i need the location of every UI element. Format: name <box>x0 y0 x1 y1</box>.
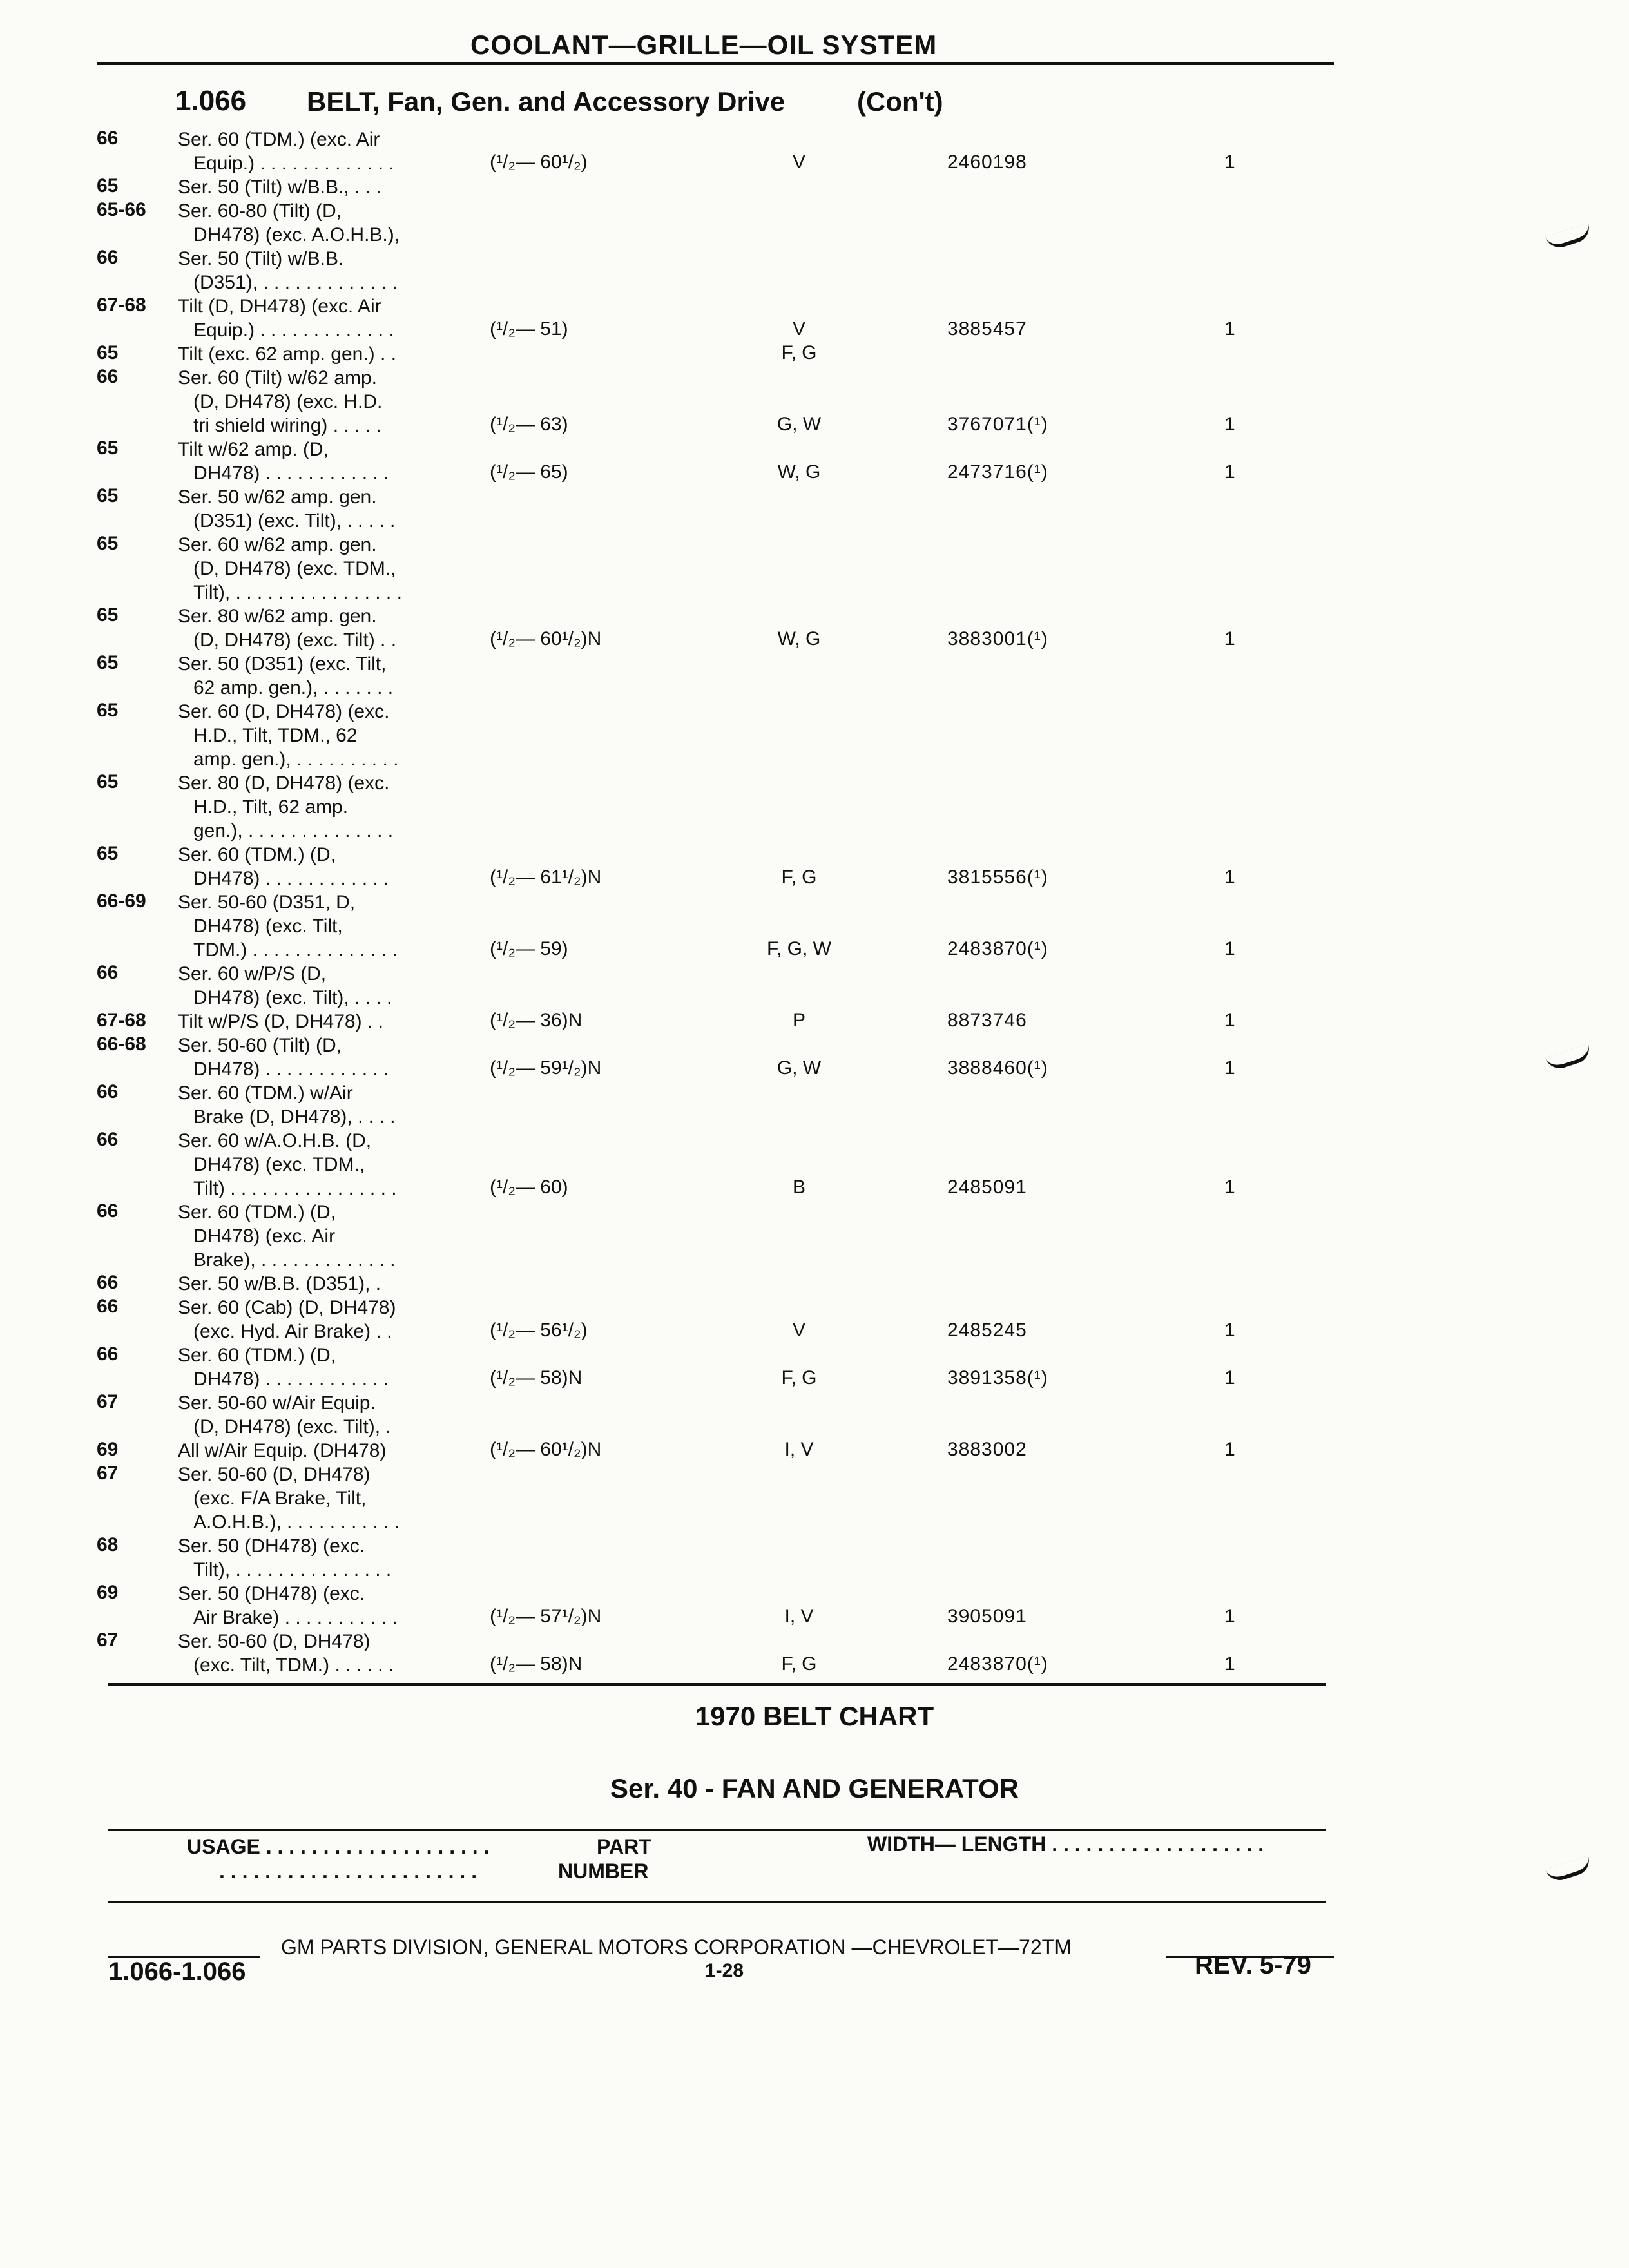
drive-code: I, V <box>784 1439 814 1460</box>
footer-revision: REV. 5-79 <box>1195 1951 1311 1979</box>
usage-description-line: Ser. 50 (Tilt) w/B.B. <box>178 248 344 269</box>
footer-section-range: 1.066-1.066 <box>108 1957 246 1986</box>
usage-description-line: Ser. 50-60 w/Air Equip. <box>178 1392 376 1414</box>
usage-description-line: (D351), . . . . . . . . . . . . . <box>193 272 398 293</box>
usage-description <box>178 843 481 890</box>
usage-description <box>178 1033 481 1081</box>
usage-description-line: Tilt), . . . . . . . . . . . . . . . . <box>193 582 402 603</box>
part-number: 3905091 <box>947 1606 1027 1627</box>
usage-description-line: Ser. 50 (D351) (exc. Tilt, <box>178 653 387 675</box>
model-year: 66-68 <box>97 1033 146 1055</box>
usage-description-line: 62 amp. gen.), . . . . . . . <box>193 677 394 698</box>
model-year: 66 <box>97 1272 119 1293</box>
usage-description <box>178 437 481 485</box>
usage-description <box>178 533 481 604</box>
usage-description-line: DH478) (exc. Tilt, <box>193 916 343 937</box>
usage-description-line: Brake (D, DH478), . . . . <box>193 1106 396 1128</box>
usage-description-line: Ser. 60 (TDM.) (D, <box>178 1202 336 1223</box>
usage-description-line: Ser. 50 (DH478) (exc. <box>178 1535 365 1557</box>
usage-description-line: Ser. 60 w/62 amp. gen. <box>178 534 377 555</box>
part-number: 3885457 <box>947 318 1027 340</box>
section-continued: (Con't) <box>857 86 943 117</box>
usage-description-line: DH478) . . . . . . . . . . . . <box>193 868 389 889</box>
usage-description-line: (D, DH478) (exc. H.D. <box>193 391 383 412</box>
part-number: 2483870(¹) <box>947 1653 1048 1675</box>
belt-size: (¹/₂— 51) <box>490 318 568 340</box>
usage-description-line: Equip.) . . . . . . . . . . . . . <box>193 320 394 341</box>
binder-hole-mark <box>1545 1856 1593 1884</box>
belt-size: (¹/₂— 60¹/₂)N <box>490 628 602 649</box>
usage-description-line: Ser. 50-60 (Tilt) (D, <box>178 1035 342 1056</box>
model-year: 65 <box>97 652 119 673</box>
model-year: 65 <box>97 533 119 554</box>
usage-description-line: DH478) . . . . . . . . . . . . <box>193 1369 389 1390</box>
usage-description <box>178 128 481 175</box>
usage-description-line: (D, DH478) (exc. TDM., <box>193 558 396 579</box>
drive-code: G, W <box>776 1057 822 1079</box>
usage-description-line: Ser. 60 (Tilt) w/62 amp. <box>178 367 377 389</box>
usage-description <box>178 962 481 1010</box>
usage-description <box>178 199 481 247</box>
quantity: 1 <box>1224 414 1235 435</box>
drive-code: P <box>792 1010 805 1031</box>
drive-code: V <box>792 151 805 173</box>
usage-description <box>178 700 481 771</box>
usage-description <box>178 1391 481 1439</box>
model-year: 67-68 <box>97 294 146 316</box>
usage-description-line: Tilt), . . . . . . . . . . . . . . . <box>193 1559 392 1581</box>
usage-description <box>178 1129 481 1200</box>
col-header-usage: USAGE . . . . . . . . . . . . . . . . . . . . <box>187 1835 490 1858</box>
usage-description <box>178 890 481 962</box>
usage-description-line: (D, DH478) (exc. Tilt) . . <box>193 629 397 651</box>
usage-description-line: Ser. 50 w/B.B. (D351), . <box>178 1273 381 1294</box>
usage-description <box>178 1010 481 1033</box>
part-number: 2473716(¹) <box>947 461 1048 483</box>
usage-description <box>178 1081 481 1129</box>
model-year: 65 <box>97 485 119 506</box>
usage-description-line: Tilt (D, DH478) (exc. Air <box>178 296 381 317</box>
usage-description <box>178 1629 481 1677</box>
belt-chart-subtitle: Ser. 40 - FAN AND GENERATOR <box>610 1773 1019 1803</box>
part-number: 3888460(¹) <box>947 1057 1048 1079</box>
usage-description <box>178 1534 481 1582</box>
model-year: 66 <box>97 247 119 268</box>
usage-description-line: DH478) (exc. TDM., <box>193 1154 365 1175</box>
usage-description-line: Air Brake) . . . . . . . . . . . <box>193 1607 398 1628</box>
usage-description-line: Tilt) . . . . . . . . . . . . . . . . <box>193 1178 397 1199</box>
part-number: 2485245 <box>947 1320 1027 1341</box>
drive-code: F, G <box>781 1367 817 1389</box>
quantity: 1 <box>1224 628 1235 649</box>
usage-description-line: (D, DH478) (exc. Tilt), . <box>193 1416 391 1437</box>
usage-description-line: Ser. 60 w/A.O.H.B. (D, <box>178 1130 372 1151</box>
model-year: 66 <box>97 1296 119 1317</box>
chart-header-bottom-rule <box>108 1901 1326 1903</box>
belt-size: (¹/₂— 58)N <box>490 1367 583 1389</box>
quantity: 1 <box>1224 1320 1235 1341</box>
belt-chart-title: 1970 BELT CHART <box>695 1701 934 1731</box>
belt-size: (¹/₂— 59¹/₂)N <box>490 1057 602 1079</box>
model-year: 66-69 <box>97 890 146 912</box>
belt-size: (¹/₂— 60¹/₂) <box>490 151 588 173</box>
usage-description <box>178 175 481 199</box>
table-end-rule <box>108 1683 1326 1686</box>
drive-code: I, V <box>784 1606 814 1627</box>
belt-size: (¹/₂— 65) <box>490 461 568 483</box>
model-year: 65-66 <box>97 199 146 220</box>
belt-size: (¹/₂— 63) <box>490 414 568 435</box>
usage-description-line: tri shield wiring) . . . . . <box>193 415 381 436</box>
usage-description-line: Ser. 50-60 (D, DH478) <box>178 1464 371 1485</box>
model-year: 65 <box>97 175 119 197</box>
col-header-part: PART <box>597 1835 651 1858</box>
usage-description <box>178 485 481 533</box>
binder-hole-mark <box>1545 1044 1593 1072</box>
belt-size: (¹/₂— 36)N <box>490 1010 583 1031</box>
usage-description <box>178 294 481 342</box>
drive-code: V <box>792 1320 805 1341</box>
model-year: 68 <box>97 1534 119 1555</box>
model-year: 66 <box>97 1200 119 1222</box>
usage-description-line: Ser. 80 w/62 amp. gen. <box>178 606 377 627</box>
drive-code: G, W <box>776 414 822 435</box>
model-year: 66 <box>97 366 119 387</box>
usage-description-line: Ser. 60 (TDM.) w/Air <box>178 1082 353 1104</box>
usage-description-line: Equip.) . . . . . . . . . . . . . <box>193 153 394 174</box>
usage-description-line: Ser. 60 (TDM.) (exc. Air <box>178 129 380 150</box>
usage-description <box>178 342 481 366</box>
model-year: 67-68 <box>97 1010 146 1031</box>
usage-description-line: (exc. Tilt, TDM.) . . . . . . <box>193 1655 394 1676</box>
usage-description-line: Tilt w/P/S (D, DH478) . . <box>178 1011 383 1032</box>
model-year: 66 <box>97 128 119 149</box>
usage-description-line: Ser. 80 (D, DH478) (exc. <box>178 773 390 794</box>
usage-description-line: Tilt w/62 amp. (D, <box>178 439 329 460</box>
part-number: 3883001(¹) <box>947 628 1048 649</box>
usage-description-line: H.D., Tilt, TDM., 62 <box>193 725 358 746</box>
usage-description-line: (exc. Hyd. Air Brake) . . <box>193 1321 392 1342</box>
footer-corporation: GM PARTS DIVISION, GENERAL MOTORS CORPORATION —CHEVROLET—72TM <box>281 1936 1072 1959</box>
usage-description-line: Ser. 60 w/P/S (D, <box>178 963 327 985</box>
model-year: 66 <box>97 1129 119 1150</box>
usage-description-line: Ser. 60-80 (Tilt) (D, <box>178 200 342 222</box>
model-year: 65 <box>97 843 119 864</box>
usage-description-line: DH478) (exc. Air <box>193 1225 336 1247</box>
binder-hole-mark <box>1545 223 1593 251</box>
part-number: 3891358(¹) <box>947 1367 1048 1389</box>
usage-description <box>178 1343 481 1391</box>
drive-code: F, G <box>781 342 817 363</box>
usage-description <box>178 1296 481 1343</box>
section-number: 1.066 <box>175 85 247 117</box>
belt-size: (¹/₂— 61¹/₂)N <box>490 867 602 888</box>
part-number: 2483870(¹) <box>947 938 1048 959</box>
model-year: 65 <box>97 437 119 459</box>
usage-description-line: A.O.H.B.), . . . . . . . . . . . <box>193 1512 400 1533</box>
usage-description-line: DH478) . . . . . . . . . . . . <box>193 1059 389 1080</box>
usage-description <box>178 604 481 652</box>
quantity: 1 <box>1224 1606 1235 1627</box>
footer-page-number: 1-28 <box>705 1960 744 1981</box>
usage-description-line: DH478) . . . . . . . . . . . . <box>193 463 389 484</box>
usage-description-line: amp. gen.), . . . . . . . . . . <box>193 749 399 770</box>
col-header-width-length: WIDTH— LENGTH . . . . . . . . . . . . . . . . . . . <box>867 1832 1264 1856</box>
usage-description-line: DH478) (exc. A.O.H.B.), <box>193 224 400 245</box>
usage-description-line: Ser. 50 (Tilt) w/B.B., . . . <box>178 177 381 198</box>
usage-description-line: Ser. 50-60 (D, DH478) <box>178 1631 371 1652</box>
belt-size: (¹/₂— 60) <box>490 1177 568 1198</box>
usage-description-line: Ser. 60 (TDM.) (D, <box>178 844 336 865</box>
drive-code: W, G <box>777 628 821 649</box>
usage-description-line: Ser. 50 (DH478) (exc. <box>178 1583 365 1604</box>
quantity: 1 <box>1224 1057 1235 1079</box>
quantity: 1 <box>1224 151 1235 173</box>
col-header-number: NUMBER <box>558 1860 649 1883</box>
model-year: 67 <box>97 1391 119 1412</box>
usage-description-line: Ser. 60 (TDM.) (D, <box>178 1345 336 1366</box>
model-year: 65 <box>97 342 119 363</box>
usage-description <box>178 1272 481 1296</box>
quantity: 1 <box>1224 1439 1235 1460</box>
quantity: 1 <box>1224 1367 1235 1389</box>
model-year: 67 <box>97 1629 119 1651</box>
usage-description <box>178 771 481 843</box>
quantity: 1 <box>1224 461 1235 483</box>
usage-description-line: TDM.) . . . . . . . . . . . . . . <box>193 939 398 961</box>
usage-description <box>178 1200 481 1272</box>
model-year: 65 <box>97 771 119 793</box>
drive-code: W, G <box>777 461 821 483</box>
quantity: 1 <box>1224 318 1235 340</box>
model-year: 67 <box>97 1463 119 1484</box>
section-title: BELT, Fan, Gen. and Accessory Drive <box>307 86 786 117</box>
usage-description-line: H.D., Tilt, 62 amp. <box>193 796 349 818</box>
model-year: 66 <box>97 1081 119 1102</box>
model-year: 69 <box>97 1582 119 1603</box>
part-number: 3883002 <box>947 1439 1027 1460</box>
drive-code: F, G, W <box>767 938 831 959</box>
belt-size: (¹/₂— 60¹/₂)N <box>490 1439 602 1460</box>
model-year: 69 <box>97 1439 119 1460</box>
part-number: 3767071(¹) <box>947 414 1048 435</box>
drive-code: F, G <box>781 867 817 888</box>
model-year: 66 <box>97 1343 119 1365</box>
quantity: 1 <box>1224 1653 1235 1675</box>
part-number: 8873746 <box>947 1010 1027 1031</box>
chart-header-top-rule <box>108 1829 1326 1831</box>
usage-description <box>178 652 481 700</box>
belt-size: (¹/₂— 58)N <box>490 1653 583 1675</box>
drive-code: V <box>792 318 805 340</box>
part-number: 2460198 <box>947 151 1027 173</box>
usage-description-line: (exc. F/A Brake, Tilt, <box>193 1488 367 1509</box>
usage-description-line: DH478) (exc. Tilt), . . . . <box>193 987 392 1008</box>
model-year: 65 <box>97 604 119 626</box>
usage-description-line: gen.), . . . . . . . . . . . . . . <box>193 820 394 841</box>
quantity: 1 <box>1224 867 1235 888</box>
model-year: 66 <box>97 962 119 983</box>
part-number: 2485091 <box>947 1177 1027 1198</box>
usage-description <box>178 247 481 294</box>
usage-description-line: Tilt (exc. 62 amp. gen.) . . <box>178 343 397 365</box>
page-header-title: COOLANT—GRILLE—OIL SYSTEM <box>470 30 938 60</box>
quantity: 1 <box>1224 938 1235 959</box>
usage-description-line: Brake), . . . . . . . . . . . . . <box>193 1249 396 1271</box>
usage-description <box>178 1439 481 1463</box>
usage-description-line: Ser. 60 (Cab) (D, DH478) <box>178 1297 396 1318</box>
belt-size: (¹/₂— 57¹/₂)N <box>490 1606 602 1627</box>
model-year: 65 <box>97 700 119 721</box>
usage-description <box>178 366 481 437</box>
quantity: 1 <box>1224 1010 1235 1031</box>
usage-description-line: All w/Air Equip. (DH478) <box>178 1440 387 1461</box>
drive-code: B <box>792 1177 805 1198</box>
usage-description <box>178 1582 481 1629</box>
usage-description <box>178 1463 481 1534</box>
col-header-usage-leader: . . . . . . . . . . . . . . . . . . . . . . . <box>219 1860 477 1883</box>
quantity: 1 <box>1224 1177 1235 1198</box>
usage-description-line: Ser. 50 w/62 amp. gen. <box>178 486 377 508</box>
header-rule <box>97 62 1334 65</box>
belt-size: (¹/₂— 59) <box>490 938 568 959</box>
belt-size: (¹/₂— 56¹/₂) <box>490 1320 588 1341</box>
usage-description-line: Ser. 60 (D, DH478) (exc. <box>178 701 390 722</box>
usage-description-line: (D351) (exc. Tilt), . . . . . <box>193 510 396 532</box>
drive-code: F, G <box>781 1653 817 1675</box>
usage-description-line: Ser. 50-60 (D351, D, <box>178 892 356 913</box>
part-number: 3815556(¹) <box>947 867 1048 888</box>
